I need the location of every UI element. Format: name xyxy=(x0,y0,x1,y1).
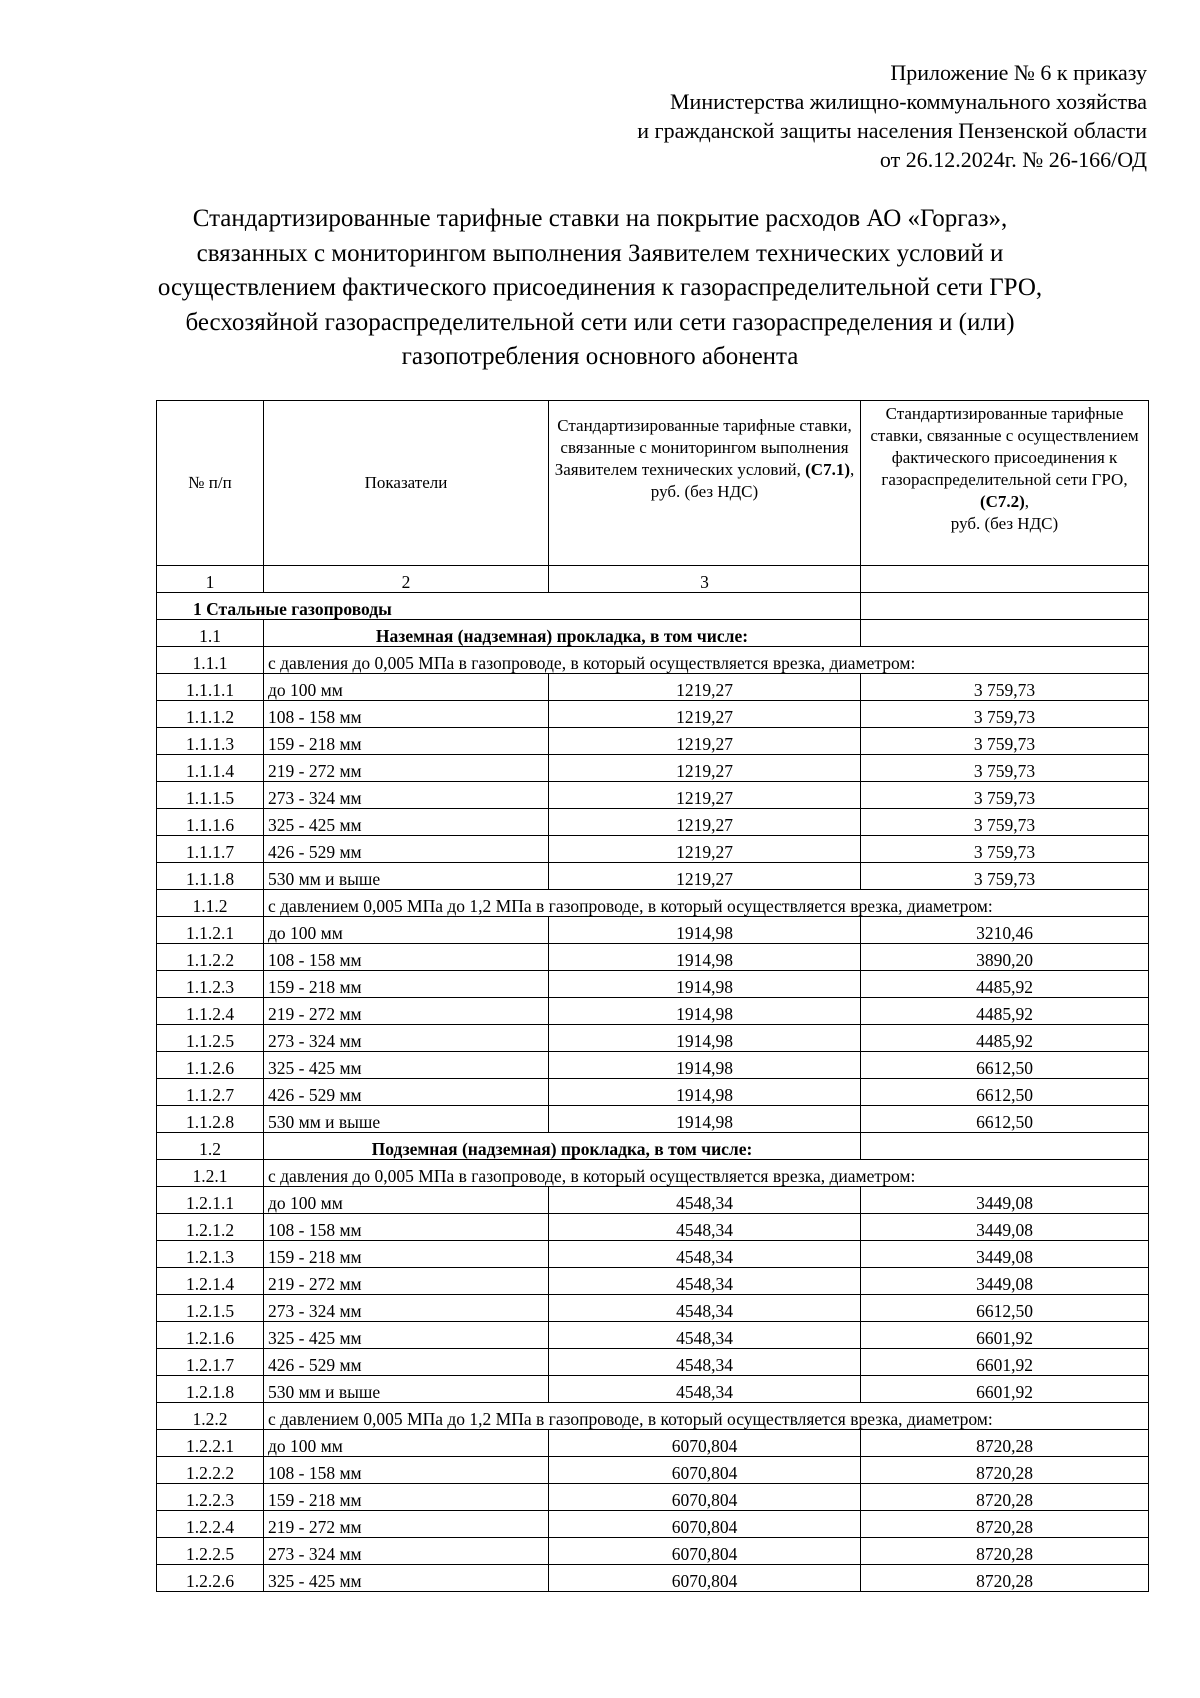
group-number: 1.1.2 xyxy=(157,890,264,917)
section-empty-cell xyxy=(861,593,1149,620)
row-number: 1.2.1.8 xyxy=(157,1376,264,1403)
column-header-c71: Стандартизированные тарифные ставки, связанные с мониторингом выполнения Заявителем технических условий, (С7.1), руб. (без НДС) xyxy=(549,401,861,566)
row-number: 1.1.1.8 xyxy=(157,863,264,890)
row-value-c71: 4548,34 xyxy=(549,1241,861,1268)
title-line-5: газопотребления основного абонента xyxy=(401,343,799,370)
row-value-c71: 1914,98 xyxy=(549,1025,861,1052)
row-value-c71: 1219,27 xyxy=(549,674,861,701)
row-value-c72: 6612,50 xyxy=(861,1295,1149,1322)
row-number: 1.1.2.3 xyxy=(157,971,264,998)
row-diameter: 325 - 425 мм xyxy=(264,1052,549,1079)
row-value-c71: 6070,804 xyxy=(549,1430,861,1457)
table-row xyxy=(157,809,1149,836)
row-number: 1.2.1.3 xyxy=(157,1241,264,1268)
group-empty-cell xyxy=(861,620,1149,647)
row-value-c71: 1219,27 xyxy=(549,863,861,890)
row-value-c72: 3 759,73 xyxy=(861,674,1149,701)
table-row xyxy=(157,1376,1149,1403)
row-number: 1.2.2.5 xyxy=(157,1538,264,1565)
row-diameter: 273 - 324 мм xyxy=(264,1025,549,1052)
row-diameter: 159 - 218 мм xyxy=(264,971,549,998)
row-number: 1.2.2.6 xyxy=(157,1565,264,1592)
row-number: 1.1.1.6 xyxy=(157,809,264,836)
column-number-4 xyxy=(861,566,1149,593)
column-number-1: 1 xyxy=(157,566,264,593)
table-row xyxy=(157,1106,1149,1133)
row-diameter: 273 - 324 мм xyxy=(264,1538,549,1565)
row-value-c72: 3 759,73 xyxy=(861,836,1149,863)
column-header-c72-code: (С7.2) xyxy=(979,492,1025,511)
group-number: 1.1.1 xyxy=(157,647,264,674)
column-header-c72-unit: руб. (без НДС) xyxy=(950,514,1059,533)
group-number: 1.2 xyxy=(157,1133,264,1160)
table-row xyxy=(157,998,1149,1025)
row-diameter: 325 - 425 мм xyxy=(264,809,549,836)
row-value-c71: 4548,34 xyxy=(549,1349,861,1376)
table-row xyxy=(157,1295,1149,1322)
row-value-c71: 1914,98 xyxy=(549,1052,861,1079)
table-row xyxy=(157,1511,1149,1538)
row-diameter: 108 - 158 мм xyxy=(264,1214,549,1241)
subgroup-label: с давления до 0,005 МПа в газопроводе, в который осуществляется врезка, диаметром: xyxy=(264,1160,1149,1187)
row-value-c72: 3449,08 xyxy=(861,1241,1149,1268)
table-row xyxy=(157,917,1149,944)
row-number: 1.2.2.2 xyxy=(157,1457,264,1484)
row-value-c72: 6612,50 xyxy=(861,1052,1149,1079)
group-label: Наземная (надземная) прокладка, в том числе: xyxy=(264,620,861,647)
row-value-c71: 6070,804 xyxy=(549,1565,861,1592)
table-row xyxy=(157,674,1149,701)
row-diameter: до 100 мм xyxy=(264,674,549,701)
appendix-line-4: от 26.12.2024г. № 26-166/ОД xyxy=(879,147,1147,172)
row-value-c71: 4548,34 xyxy=(549,1187,861,1214)
row-value-c71: 4548,34 xyxy=(549,1214,861,1241)
row-diameter: до 100 мм xyxy=(264,1187,549,1214)
row-diameter: 219 - 272 мм xyxy=(264,755,549,782)
row-number: 1.1.1.3 xyxy=(157,728,264,755)
row-number: 1.1.1.7 xyxy=(157,836,264,863)
tariff-table xyxy=(156,400,1149,1592)
row-value-c72: 3449,08 xyxy=(861,1187,1149,1214)
row-number: 1.2.1.1 xyxy=(157,1187,264,1214)
row-diameter: 159 - 218 мм xyxy=(264,728,549,755)
table-row xyxy=(157,836,1149,863)
table-row xyxy=(157,1484,1149,1511)
group-number: 1.2.2 xyxy=(157,1403,264,1430)
table-header-row xyxy=(157,401,1149,566)
row-value-c72: 6601,92 xyxy=(861,1349,1149,1376)
title-line-2: связанных с мониторингом выполнения Заявителем технических условий и xyxy=(196,239,1004,267)
row-value-c72: 3 759,73 xyxy=(861,728,1149,755)
table-row xyxy=(157,755,1149,782)
table-row xyxy=(157,1322,1149,1349)
table-row xyxy=(157,944,1149,971)
row-value-c71: 4548,34 xyxy=(549,1295,861,1322)
row-value-c72: 6601,92 xyxy=(861,1322,1149,1349)
row-diameter: 530 мм и выше xyxy=(264,863,549,890)
row-diameter: 159 - 218 мм xyxy=(264,1241,549,1268)
table-row xyxy=(157,782,1149,809)
row-value-c72: 6612,50 xyxy=(861,1079,1149,1106)
row-diameter: 273 - 324 мм xyxy=(264,1295,549,1322)
row-value-c72: 3 759,73 xyxy=(861,809,1149,836)
row-diameter: до 100 мм xyxy=(264,1430,549,1457)
appendix-header xyxy=(637,58,1147,174)
group-label: Подземная (надземная) прокладка, в том числе: xyxy=(264,1133,861,1160)
row-value-c71: 4548,34 xyxy=(549,1322,861,1349)
column-header-c72: Стандартизированные тарифные ставки, связанные с осуществлением фактического присоединения к газораспределительной сети ГРО, (С7.2), руб. (без НДС) xyxy=(861,401,1149,566)
row-diameter: 530 мм и выше xyxy=(264,1106,549,1133)
row-value-c72: 8720,28 xyxy=(861,1484,1149,1511)
row-value-c71: 4548,34 xyxy=(549,1268,861,1295)
row-number: 1.2.2.3 xyxy=(157,1484,264,1511)
row-diameter: 426 - 529 мм xyxy=(264,1349,549,1376)
section-title: 1 Стальные газопроводы xyxy=(157,593,861,620)
row-number: 1.1.2.6 xyxy=(157,1052,264,1079)
row-value-c72: 3 759,73 xyxy=(861,701,1149,728)
appendix-line-3: и гражданской защиты населения Пензенской области xyxy=(637,118,1147,143)
appendix-line-2: Министерства жилищно-коммунального хозяйства xyxy=(669,89,1147,114)
row-diameter: 108 - 158 мм xyxy=(264,944,549,971)
row-value-c71: 6070,804 xyxy=(549,1457,861,1484)
row-diameter: 325 - 425 мм xyxy=(264,1565,549,1592)
row-number: 1.1.2.1 xyxy=(157,917,264,944)
table-row xyxy=(157,728,1149,755)
row-value-c71: 1219,27 xyxy=(549,701,861,728)
row-value-c72: 3449,08 xyxy=(861,1214,1149,1241)
group-row xyxy=(157,890,1149,917)
row-value-c71: 1219,27 xyxy=(549,809,861,836)
row-number: 1.1.1.2 xyxy=(157,701,264,728)
row-diameter: 219 - 272 мм xyxy=(264,1268,549,1295)
row-number: 1.2.2.1 xyxy=(157,1430,264,1457)
group-number: 1.2.1 xyxy=(157,1160,264,1187)
row-diameter: 219 - 272 мм xyxy=(264,1511,549,1538)
group-empty-cell xyxy=(861,1133,1149,1160)
table-row xyxy=(157,1349,1149,1376)
row-value-c71: 1914,98 xyxy=(549,1079,861,1106)
row-value-c72: 8720,28 xyxy=(861,1430,1149,1457)
row-number: 1.1.2.2 xyxy=(157,944,264,971)
subgroup-label: с давлением 0,005 МПа до 1,2 МПа в газопроводе, в который осуществляется врезка, диаметром: xyxy=(264,890,1149,917)
title-line-4: бесхозяйной газораспределительной сети или сети газораспределения и (или) xyxy=(185,308,1015,336)
row-value-c72: 6601,92 xyxy=(861,1376,1149,1403)
table-row xyxy=(157,1457,1149,1484)
table-row xyxy=(157,1214,1149,1241)
row-number: 1.1.2.7 xyxy=(157,1079,264,1106)
row-value-c72: 3890,20 xyxy=(861,944,1149,971)
column-header-indicators: Показатели xyxy=(264,401,549,566)
row-number: 1.1.1.4 xyxy=(157,755,264,782)
row-diameter: 159 - 218 мм xyxy=(264,1484,549,1511)
row-diameter: 426 - 529 мм xyxy=(264,1079,549,1106)
row-number: 1.2.1.4 xyxy=(157,1268,264,1295)
row-value-c71: 6070,804 xyxy=(549,1484,861,1511)
title-line-3: осуществлением фактического присоединения к газораспределительной сети ГРО, xyxy=(157,274,1043,301)
group-row xyxy=(157,620,1149,647)
row-value-c71: 1914,98 xyxy=(549,1106,861,1133)
row-number: 1.1.2.8 xyxy=(157,1106,264,1133)
row-value-c71: 1914,98 xyxy=(549,971,861,998)
row-value-c72: 8720,28 xyxy=(861,1565,1149,1592)
column-header-c72-text: Стандартизированные тарифные ставки, связанные с осуществлением фактического присоединения к газораспределительной сети ГРО, xyxy=(870,404,1139,489)
row-number: 1.2.2.4 xyxy=(157,1511,264,1538)
table-row xyxy=(157,1430,1149,1457)
column-header-c71-code: (С7.1) xyxy=(805,460,850,479)
row-value-c72: 3 759,73 xyxy=(861,782,1149,809)
row-value-c72: 4485,92 xyxy=(861,998,1149,1025)
row-diameter: 108 - 158 мм xyxy=(264,701,549,728)
document-title xyxy=(100,202,1100,375)
row-diameter: 219 - 272 мм xyxy=(264,998,549,1025)
row-number: 1.1.1.1 xyxy=(157,674,264,701)
row-value-c71: 1914,98 xyxy=(549,944,861,971)
column-number-row xyxy=(157,566,1149,593)
row-value-c72: 4485,92 xyxy=(861,971,1149,998)
group-row xyxy=(157,1133,1149,1160)
row-value-c72: 3449,08 xyxy=(861,1268,1149,1295)
table-row xyxy=(157,1565,1149,1592)
row-value-c71: 4548,34 xyxy=(549,1376,861,1403)
row-value-c71: 1219,27 xyxy=(549,782,861,809)
row-diameter: 530 мм и выше xyxy=(264,1376,549,1403)
row-value-c72: 8720,28 xyxy=(861,1457,1149,1484)
row-value-c71: 1219,27 xyxy=(549,728,861,755)
row-value-c72: 3 759,73 xyxy=(861,755,1149,782)
column-header-c71-text: Стандартизированные тарифные ставки, связанные с мониторингом выполнения Заявителем технических условий, xyxy=(554,416,852,479)
row-value-c72: 8720,28 xyxy=(861,1538,1149,1565)
row-value-c72: 4485,92 xyxy=(861,1025,1149,1052)
title-line-1: Стандартизированные тарифные ставки на покрытие расходов АО «Горгаз», xyxy=(192,205,1008,232)
row-value-c72: 6612,50 xyxy=(861,1106,1149,1133)
row-value-c71: 1914,98 xyxy=(549,998,861,1025)
table-row xyxy=(157,1025,1149,1052)
row-number: 1.2.1.2 xyxy=(157,1214,264,1241)
row-number: 1.1.2.4 xyxy=(157,998,264,1025)
table-row xyxy=(157,971,1149,998)
table-row xyxy=(157,701,1149,728)
appendix-line-1: Приложение № 6 к приказу xyxy=(890,60,1147,85)
row-value-c72: 3 759,73 xyxy=(861,863,1149,890)
table-row xyxy=(157,1187,1149,1214)
table-row xyxy=(157,863,1149,890)
row-diameter: 325 - 425 мм xyxy=(264,1322,549,1349)
row-number: 1.2.1.7 xyxy=(157,1349,264,1376)
group-row xyxy=(157,1160,1149,1187)
section-row xyxy=(157,593,1149,620)
row-value-c72: 8720,28 xyxy=(861,1511,1149,1538)
subgroup-label: с давления до 0,005 МПа в газопроводе, в который осуществляется врезка, диаметром: xyxy=(264,647,1149,674)
group-row xyxy=(157,1403,1149,1430)
row-value-c71: 6070,804 xyxy=(549,1538,861,1565)
row-value-c71: 1914,98 xyxy=(549,917,861,944)
table-row xyxy=(157,1538,1149,1565)
column-header-number: № п/п xyxy=(157,401,264,566)
row-diameter: до 100 мм xyxy=(264,917,549,944)
group-row xyxy=(157,647,1149,674)
group-number: 1.1 xyxy=(157,620,264,647)
row-number: 1.2.1.5 xyxy=(157,1295,264,1322)
table-row xyxy=(157,1079,1149,1106)
row-value-c71: 1219,27 xyxy=(549,836,861,863)
subgroup-label: с давлением 0,005 МПа до 1,2 МПа в газопроводе, в который осуществляется врезка, диаметром: xyxy=(264,1403,1149,1430)
row-number: 1.1.1.5 xyxy=(157,782,264,809)
table-row xyxy=(157,1052,1149,1079)
column-number-3: 3 xyxy=(549,566,861,593)
row-number: 1.1.2.5 xyxy=(157,1025,264,1052)
row-diameter: 108 - 158 мм xyxy=(264,1457,549,1484)
column-header-c71-unit: руб. (без НДС) xyxy=(650,482,759,501)
row-diameter: 426 - 529 мм xyxy=(264,836,549,863)
column-number-2: 2 xyxy=(264,566,549,593)
row-value-c71: 6070,804 xyxy=(549,1511,861,1538)
row-value-c72: 3210,46 xyxy=(861,917,1149,944)
table-row xyxy=(157,1268,1149,1295)
row-diameter: 273 - 324 мм xyxy=(264,782,549,809)
table-row xyxy=(157,1241,1149,1268)
row-value-c71: 1219,27 xyxy=(549,755,861,782)
row-number: 1.2.1.6 xyxy=(157,1322,264,1349)
